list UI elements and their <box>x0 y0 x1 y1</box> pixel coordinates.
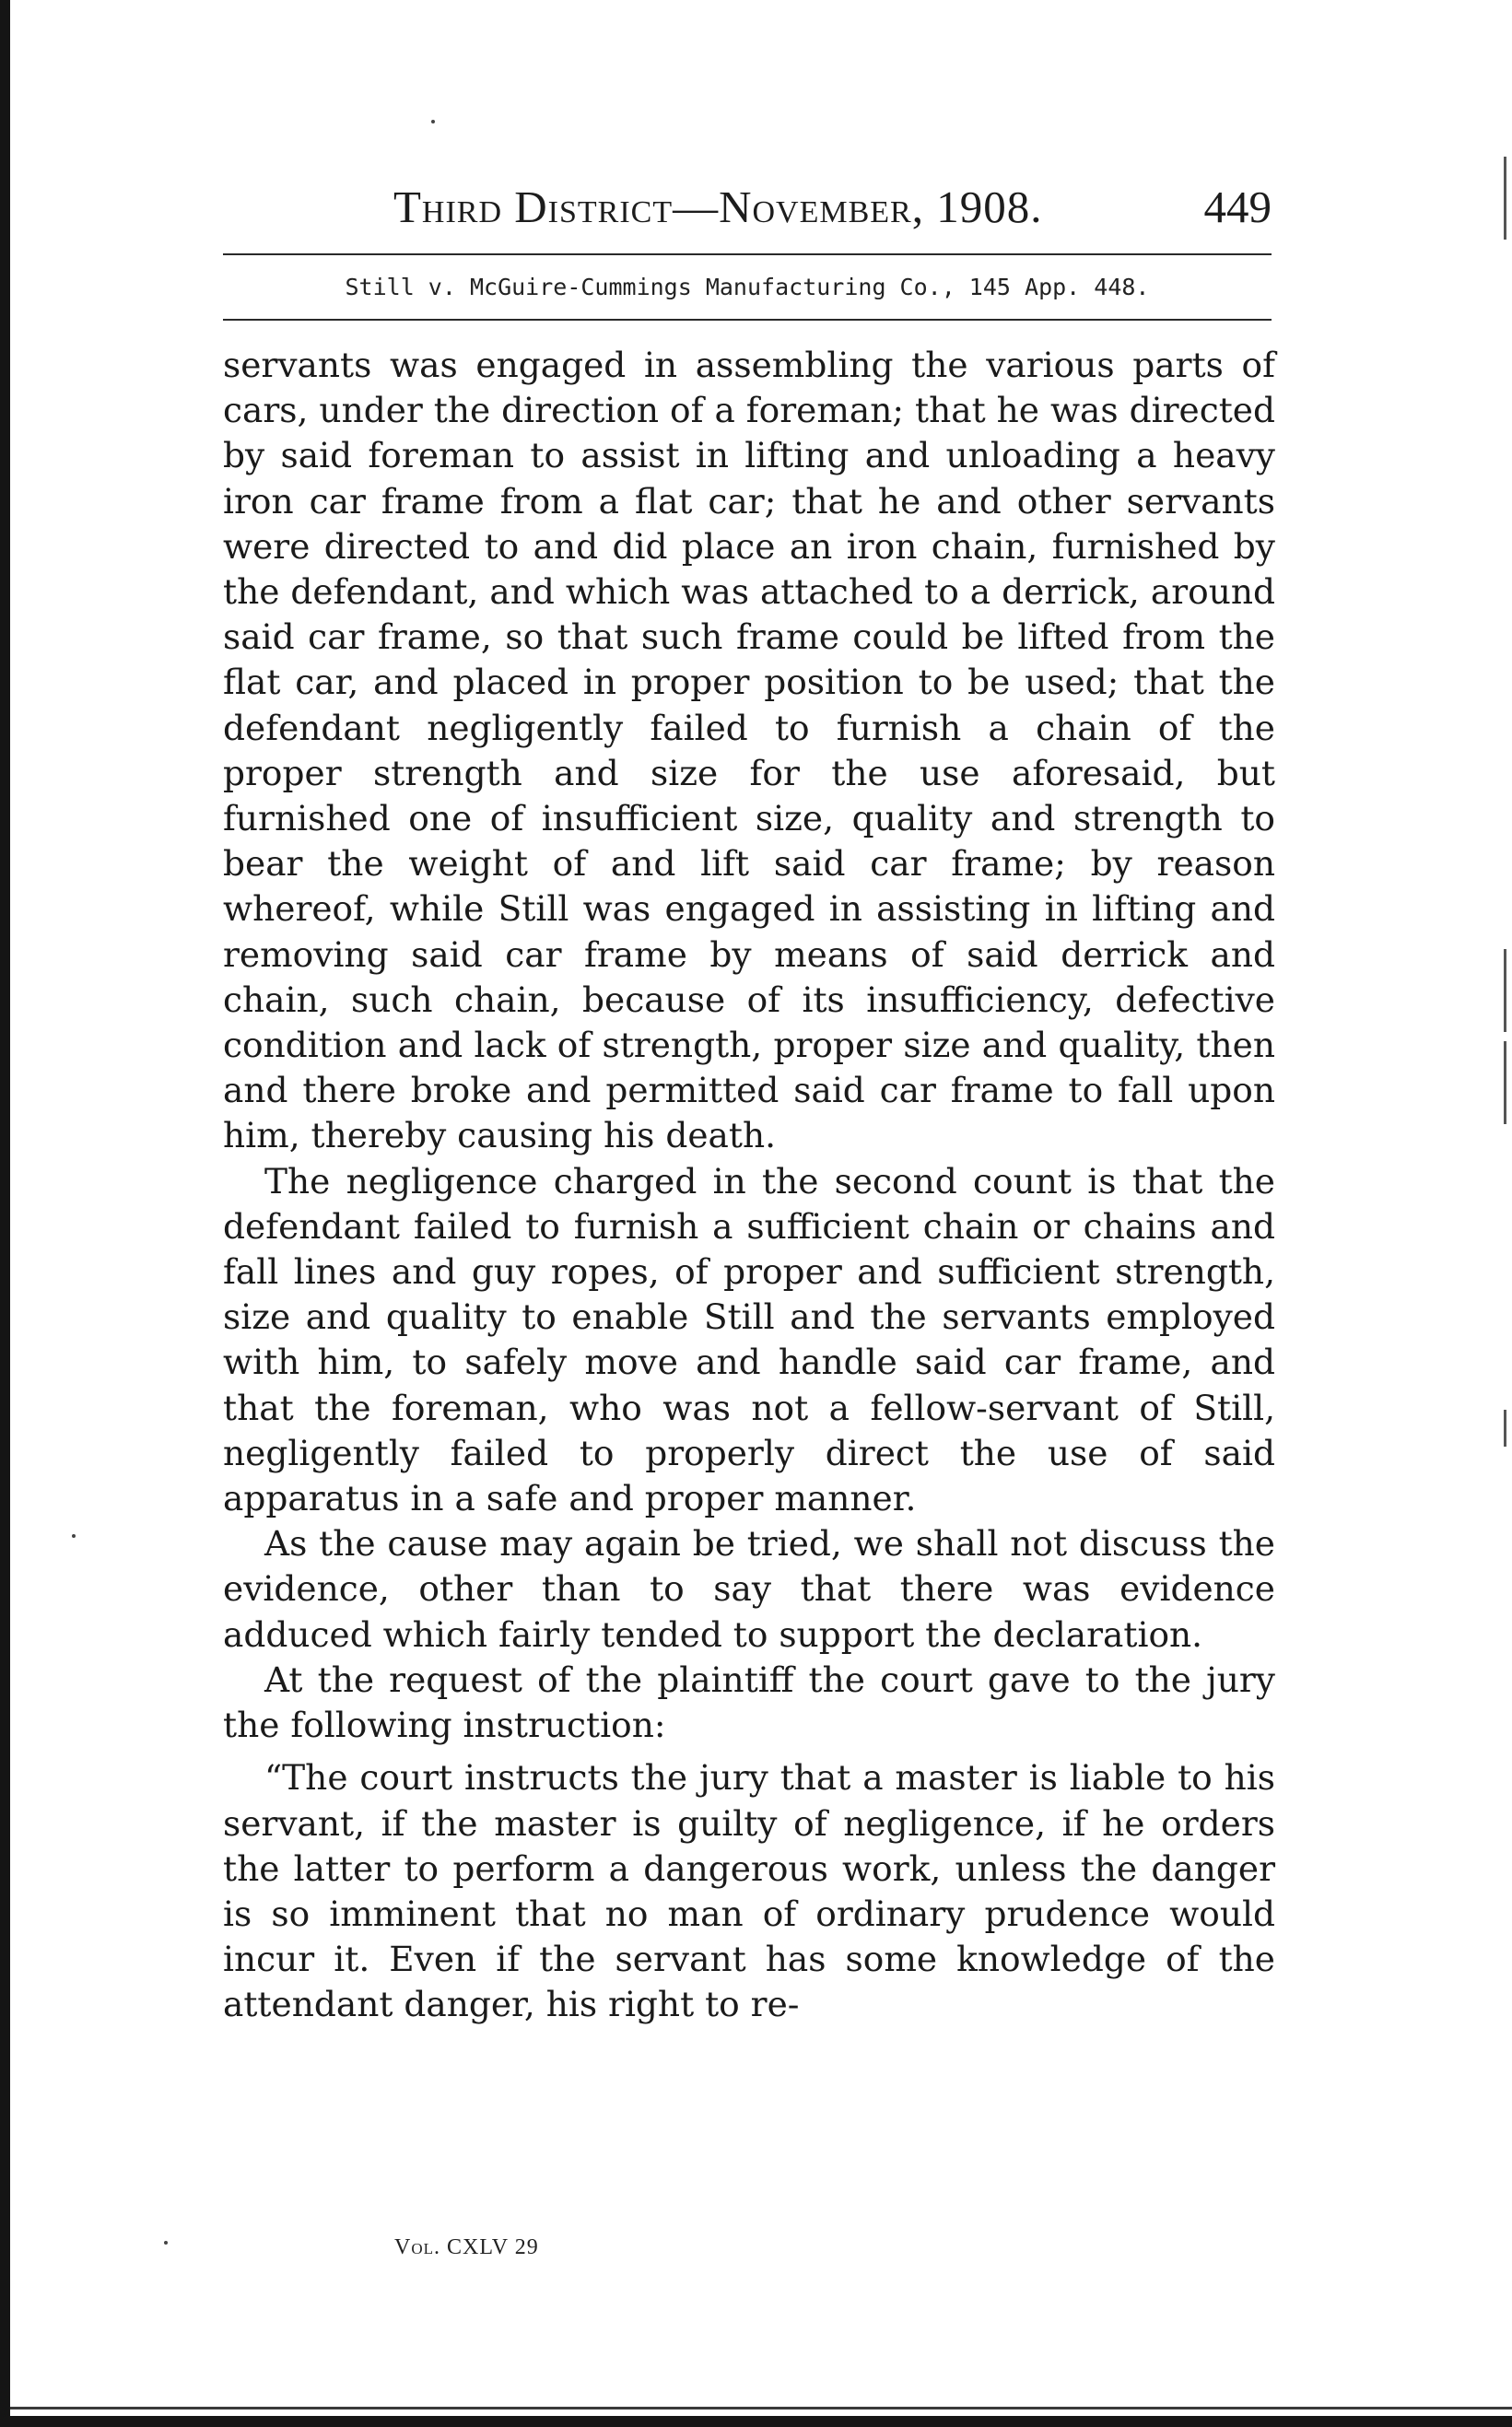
page-header <box>223 180 1272 244</box>
running-head-title: Third District—November, 1908. <box>393 182 1043 232</box>
bottom-rule <box>10 2407 1512 2409</box>
page-left-edge <box>0 0 10 2427</box>
quoted-instruction: “The court instructs the jury that a master is liable to his servant, if the master is guilty of negligence, if he orders the latter to perform a dangerous work, unless the danger is so imminent that no man of ordinary prudence would incur it. Even if the servant has some knowledge of the attendant danger, his right to re- <box>223 1757 1275 2025</box>
case-caption: Still v. McGuire-Cummings Manufacturing Co., 145 App. 448. <box>345 274 1150 300</box>
margin-mark <box>1504 157 1506 240</box>
opinion-body <box>223 343 1275 2028</box>
margin-mark <box>1504 1410 1506 1447</box>
signature-mark: Vol. CXLV 29 <box>394 2235 539 2259</box>
margin-mark <box>1504 949 1506 1032</box>
paragraph: The negligence charged in the second count is that the defendant failed to furnish a sufficient chain or chains and fall lines and guy ropes, of proper and sufficient strength, size and quality to enable Still and the servants employed with him, to safely move and handle said car frame, and that the foreman, who was not a fellow-servant of Still, negligently failed to properly direct the use of said apparatus in a safe and proper manner. <box>223 1160 1275 1519</box>
margin-mark <box>1504 1041 1506 1124</box>
page-bottom-edge <box>0 2416 1512 2427</box>
speck <box>431 120 435 123</box>
paragraph: As the cause may again be tried, we shall not discuss the evidence, other than to say that there was evidence adduced which fairly tended to support the declaration. <box>223 1523 1275 1655</box>
header-rule-bottom <box>223 319 1272 321</box>
speck <box>72 1534 76 1538</box>
paragraph: At the request of the plaintiff the court gave to the jury the following instruction: <box>223 1659 1275 1746</box>
page-number: 449 <box>1203 182 1272 232</box>
header-rule-top <box>223 253 1272 255</box>
speck <box>164 2241 168 2245</box>
paragraph: servants was engaged in assembling the various parts of cars, under the direction of a foreman; that he was directed by said foreman to assist in lifting and unloading a heavy iron car frame from a flat car; that he and other servants were directed to and did place an iron chain, furnished by the defendant, and which was attached to a derrick, around said car frame, so that such frame could be lifted from the flat car, and placed in proper position to be used; that the defendant negligently failed to furnish a chain of the proper strength and size for the use aforesaid, but furnished one of insufficient size, quality and strength to bear the weight of and lift said car frame; by reason whereof, while Still was engaged in assisting in lifting and removing said car frame by means of said derrick and chain, such chain, because of its insufficiency, defective condition and lack of strength, proper size and quality, then and there broke and permitted said car frame to fall upon him, thereby causing his death. <box>223 345 1275 1156</box>
